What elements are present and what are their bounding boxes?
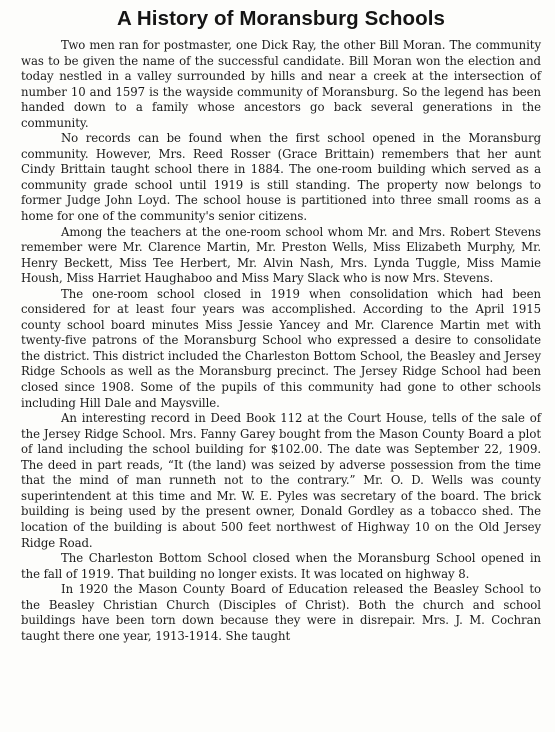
paragraph-deed-record: An interesting record in Deed Book 112 at the Court House, tells of the sale of the Jersey Ridge School. Mrs. Fanny Garey bought from the Mason County Board a plot of land including the school building for $102.00. The date was September 22, 1909. The deed in part reads, “It (the land) was seized by adverse possession from the time that the mind of man runneth not to the contrary.” Mr. O. D. Wells was county superintendent at this time and Mr. W. E. Pyles was secretary of the board. The brick building is being used by the present owner, Donald Gordley as a tobacco shed. The location of the building is about 500 feet northwest of Highway 10 on the Old Jersey Ridge Road. [21, 411, 541, 550]
paragraph-origin-of-name: Two men ran for postmaster, one Dick Ray, the other Bill Moran. The community was to be given the name of the successful candidate. Bill Moran won the election and today nestled in a valley surrounded by hills and near a creek at the intersection of number 10 and 1597 is the wayside community of Moransburg. So the legend has been handed down to a family whose ancestors go back several generations in the community. [21, 38, 541, 130]
paragraph-teachers: Among the teachers at the one-room school whom Mr. and Mrs. Robert Stevens remember were Mr. Clarence Martin, Mr. Preston Wells, Miss Elizabeth Murphy, Mr. Henry Beckett, Miss Tee Herbert, Mr. Alvin Nash, Mrs. Lynda Tuggle, Miss Mamie Housh, Miss Harriet Haughaboo and Miss Mary Slack who is now Mrs. Stevens. [21, 224, 541, 286]
paragraph-first-school: No records can be found when the first school opened in the Moransburg community. However, Mrs. Reed Rosser (Grace Brittain) remembers that her aunt Cindy Brittain taught school there in 1884. The one-room building which served as a community grade school until 1919 is still standing. The property now belongs to former Judge John Loyd. The school house is partitioned into three small rooms as a home for one of the community's senior citizens. [21, 131, 541, 224]
paragraph-charleston-bottom: The Charleston Bottom School closed when the Moransburg School opened in the fall of 1919. That building no longer exists. It was located on highway 8. [21, 551, 541, 581]
page-title: A History of Moransburg Schools [116, 7, 446, 30]
paragraph-consolidation: The one-room school closed in 1919 when consolidation which had been considered for at least four years was accomplished. According to the April 1915 county school board minutes Miss Jessie Yancey and Mr. Clarence Martin met with twenty-five patrons of the Moransburg School who expressed a desire to consolidate the district. This district included the Charleston Bottom School, the Beasley and Jersey Ridge Schools as well as the Moransburg precinct. The Jersey Ridge School had been closed since 1908. Some of the pupils of this community had gone to other schools including Hill Dale and Maysville. [21, 286, 541, 410]
paragraph-beasley-school: In 1920 the Mason County Board of Education released the Beasley School to the Beasley Christian Church (Disciples of Christ). Both the church and school buildings have been torn down because they were in disrepair. Mrs. J. M. Cochran taught there one year, 1913-1914. She taught [21, 582, 541, 643]
